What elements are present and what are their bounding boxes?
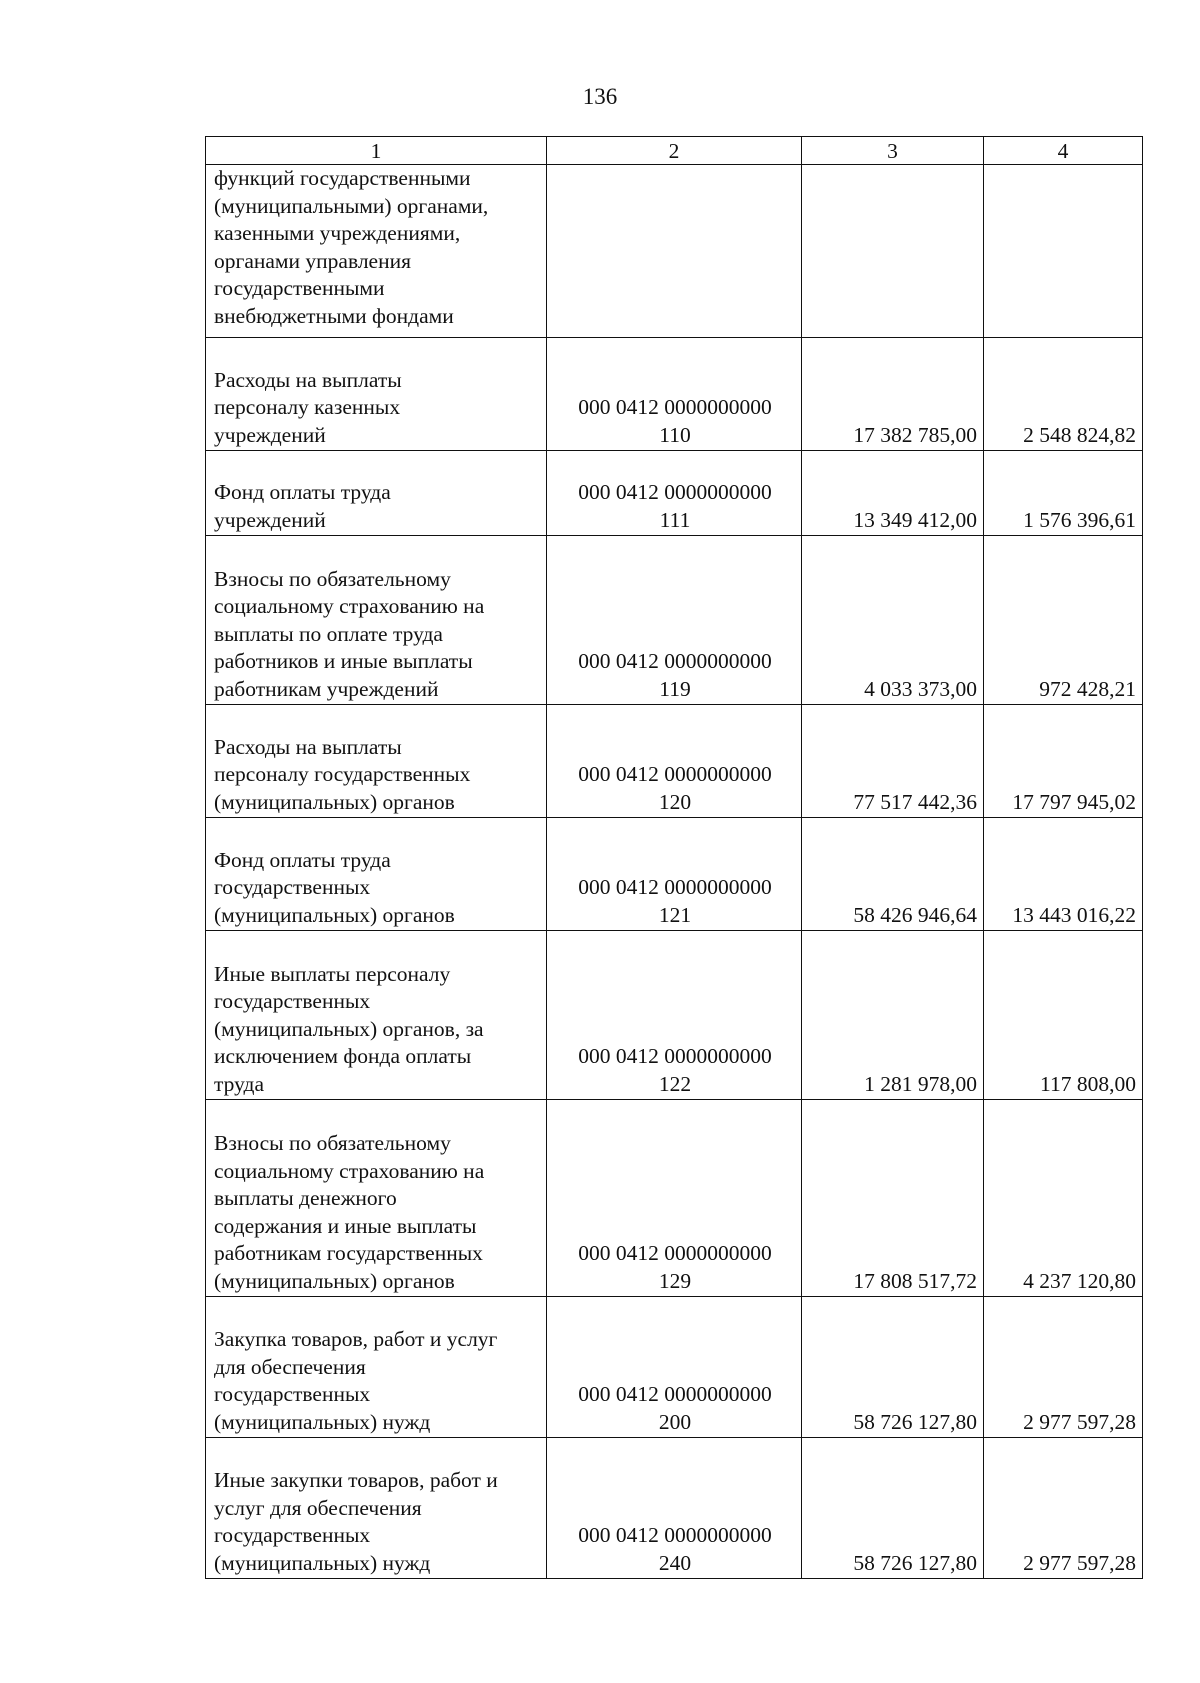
row-value-3 — [802, 165, 984, 338]
row-name: Иные выплаты персоналу государственных (муниципальных) органов, за исключением фонда оплаты труда — [206, 931, 547, 1100]
code-suffix: 119 — [659, 676, 691, 701]
code-suffix: 120 — [658, 789, 692, 814]
row-name: Расходы на выплаты персоналу государственных (муниципальных) органов — [206, 705, 547, 818]
code-line: 000 0412 0000000000 — [578, 395, 772, 419]
row-code — [547, 705, 802, 818]
code-suffix: 122 — [658, 1071, 692, 1096]
table-row — [206, 451, 1143, 536]
row-value-4 — [984, 165, 1143, 338]
row-value-4: 1 576 396,61 — [984, 451, 1143, 536]
row-value-3: 17 382 785,00 — [802, 338, 984, 451]
page-number: 136 — [582, 84, 618, 109]
code-line: 000 0412 0000000000 — [578, 1044, 772, 1068]
row-value-3: 58 726 127,80 — [802, 1438, 984, 1579]
table-row — [206, 1297, 1143, 1438]
code-suffix: 121 — [658, 902, 692, 927]
row-name: Закупка товаров, работ и услуг для обеспечения государственных (муниципальных) нужд — [206, 1297, 547, 1438]
row-name: Взносы по обязательному социальному страхованию на выплаты денежного содержания и иные выплаты работникам государственных (муниципальных) органов — [206, 1100, 547, 1297]
row-value-4: 4 237 120,80 — [984, 1100, 1143, 1297]
row-value-4: 2 977 597,28 — [984, 1297, 1143, 1438]
row-value-3: 58 426 946,64 — [802, 818, 984, 931]
code-suffix: 111 — [659, 507, 691, 532]
row-value-4: 2 977 597,28 — [984, 1438, 1143, 1579]
row-code — [547, 536, 802, 705]
table-row — [206, 1438, 1143, 1579]
row-value-3: 17 808 517,72 — [802, 1100, 984, 1297]
row-code — [547, 818, 802, 931]
code-suffix: 240 — [658, 1550, 692, 1575]
code-line: 000 0412 0000000000 — [578, 649, 772, 673]
header-cell-3: 3 — [802, 137, 984, 165]
row-code — [547, 165, 802, 338]
row-value-3: 77 517 442,36 — [802, 705, 984, 818]
row-value-3: 1 281 978,00 — [802, 931, 984, 1100]
row-name: функций государственными (муниципальными) органами, казенными учреждениями, органами управления государственными внебюджетными фондами — [206, 165, 547, 338]
table-row — [206, 1100, 1143, 1297]
code-line: 000 0412 0000000000 — [578, 762, 772, 786]
row-code — [547, 931, 802, 1100]
row-code — [547, 1297, 802, 1438]
header-row — [206, 137, 1143, 165]
row-value-4: 117 808,00 — [984, 931, 1143, 1100]
row-code — [547, 451, 802, 536]
code-line: 000 0412 0000000000 — [578, 1241, 772, 1265]
code-suffix: 110 — [659, 422, 691, 447]
row-name: Расходы на выплаты персоналу казенных учреждений — [206, 338, 547, 451]
code-line: 000 0412 0000000000 — [578, 1523, 772, 1547]
row-value-4: 972 428,21 — [984, 536, 1143, 705]
row-value-4: 13 443 016,22 — [984, 818, 1143, 931]
row-value-3: 13 349 412,00 — [802, 451, 984, 536]
header-cell-1: 1 — [206, 137, 547, 165]
code-suffix: 200 — [658, 1409, 692, 1434]
row-name: Фонд оплаты труда учреждений — [206, 451, 547, 536]
row-value-3: 4 033 373,00 — [802, 536, 984, 705]
code-line: 000 0412 0000000000 — [578, 480, 772, 504]
row-name: Взносы по обязательному социальному страхованию на выплаты по оплате труда работников и иные выплаты работникам учреждений — [206, 536, 547, 705]
row-value-3: 58 726 127,80 — [802, 1297, 984, 1438]
budget-table — [205, 136, 1143, 1579]
code-suffix: 129 — [658, 1268, 692, 1293]
row-code — [547, 338, 802, 451]
row-name: Фонд оплаты труда государственных (муниципальных) органов — [206, 818, 547, 931]
header-cell-4: 4 — [984, 137, 1143, 165]
row-code — [547, 1438, 802, 1579]
row-name: Иные закупки товаров, работ и услуг для обеспечения государственных (муниципальных) нужд — [206, 1438, 547, 1579]
row-value-4: 17 797 945,02 — [984, 705, 1143, 818]
code-line: 000 0412 0000000000 — [578, 875, 772, 899]
table-row — [206, 705, 1143, 818]
table-row — [206, 536, 1143, 705]
table-row — [206, 818, 1143, 931]
row-code — [547, 1100, 802, 1297]
header-cell-2: 2 — [547, 137, 802, 165]
table-row — [206, 338, 1143, 451]
row-value-4: 2 548 824,82 — [984, 338, 1143, 451]
table-row — [206, 931, 1143, 1100]
code-line: 000 0412 0000000000 — [578, 1382, 772, 1406]
continuation-row — [206, 165, 1143, 338]
